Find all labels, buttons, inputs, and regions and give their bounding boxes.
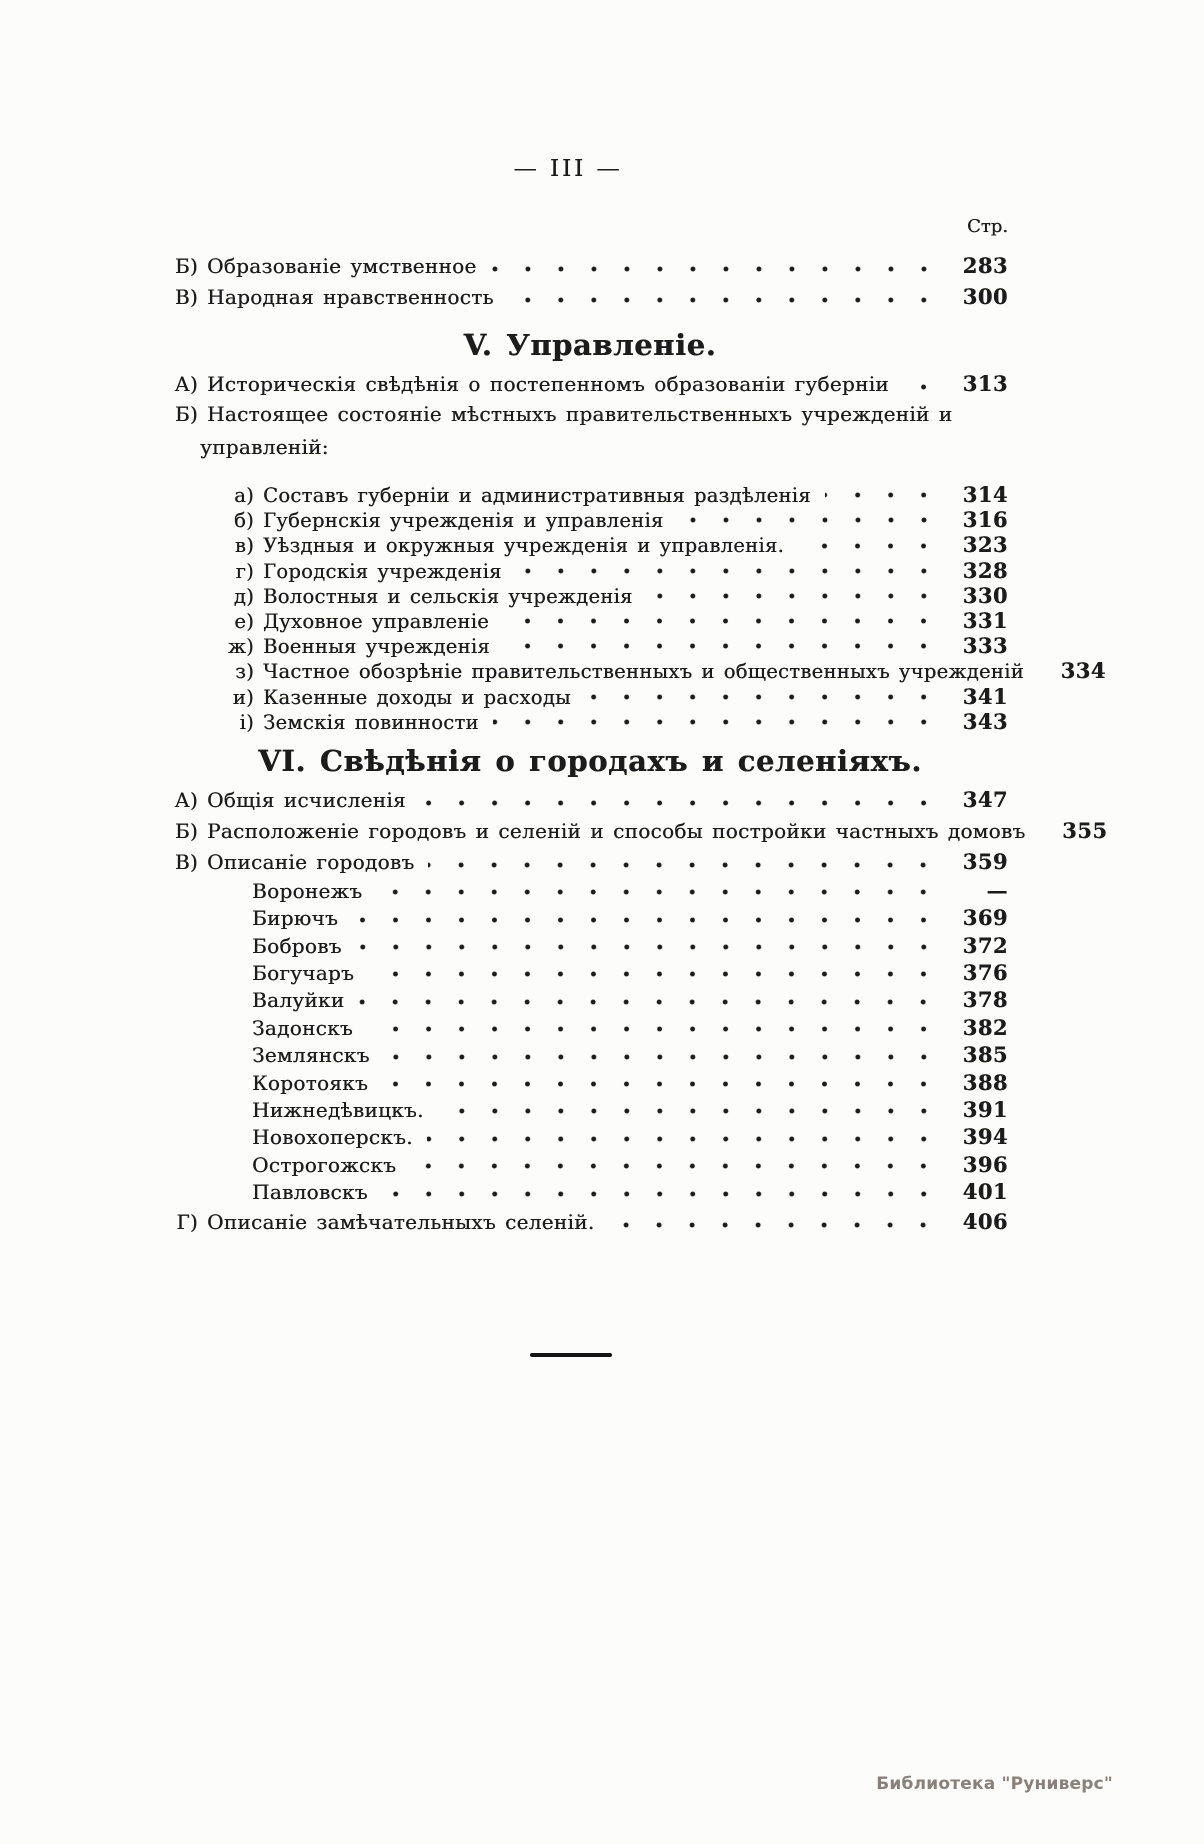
toc-row bbox=[172, 507, 1008, 532]
leader-dots bbox=[508, 297, 940, 303]
entry-title: Валуйки bbox=[252, 988, 345, 1013]
entry-page-number: 401 bbox=[962, 1179, 1008, 1205]
toc-row bbox=[172, 709, 1008, 734]
toc-row bbox=[172, 430, 1008, 482]
toc-row bbox=[172, 815, 1108, 846]
toc-row bbox=[172, 1178, 1008, 1205]
toc-row bbox=[172, 532, 1008, 557]
entry-label: а) bbox=[234, 484, 254, 507]
entry-title: Историческія свѣдѣнія о постепенномъ образованіи губерніи bbox=[207, 372, 889, 396]
page-column-label: Стр. bbox=[967, 216, 1008, 237]
entry-label: Б) bbox=[174, 254, 198, 278]
toc-row bbox=[172, 784, 1008, 815]
entry-title: Павловскъ bbox=[252, 1180, 368, 1205]
entry-page-number: 347 bbox=[962, 786, 1008, 812]
entry-page-number: 394 bbox=[962, 1124, 1008, 1150]
toc-row bbox=[172, 368, 1008, 399]
toc-row bbox=[172, 1069, 1008, 1096]
entry-title: Военныя учрежденія bbox=[263, 635, 490, 659]
entry-page-number: 385 bbox=[962, 1042, 1008, 1068]
entry-title: Общія исчисленія bbox=[207, 787, 406, 812]
leader-dots bbox=[903, 384, 940, 390]
entry-title: Составъ губерніи и административныя раздѣленія bbox=[263, 484, 811, 507]
toc-list bbox=[172, 250, 1108, 1237]
leader-dots bbox=[647, 593, 940, 599]
entry-title: Казенные доходы и расходы bbox=[263, 685, 571, 709]
entry-label: в) bbox=[234, 534, 254, 558]
entry-page-number: 391 bbox=[962, 1097, 1008, 1122]
entry-title: Расположеніе городовъ и селеній и способы постройки частныхъ домовъ bbox=[207, 818, 1026, 843]
entry-page-number: 331 bbox=[962, 607, 1008, 633]
entry-label: Г) bbox=[176, 1209, 198, 1234]
entry-title: Коротоякъ bbox=[252, 1070, 369, 1095]
leader-dots bbox=[516, 568, 940, 574]
entry-page-number: 330 bbox=[962, 582, 1008, 608]
leader-dots bbox=[410, 1163, 940, 1169]
entry-label: В) bbox=[174, 849, 198, 874]
entry-title: Нижнедѣвицкъ. bbox=[252, 1098, 424, 1122]
toc-row bbox=[172, 633, 1008, 658]
entry-title: управленій: bbox=[200, 435, 329, 459]
leader-dots bbox=[428, 862, 940, 868]
leader-dots bbox=[384, 1054, 940, 1060]
entry-title: Настоящее состояніе мѣстныхъ правительственныхъ учрежденій и bbox=[207, 402, 953, 426]
entry-label: г) bbox=[235, 559, 254, 583]
toc-row bbox=[172, 558, 1008, 583]
leader-dots bbox=[608, 1222, 940, 1228]
entry-title: Земскія повинности bbox=[263, 710, 479, 734]
entry-title: Бобровъ bbox=[252, 933, 342, 958]
toc-row bbox=[172, 250, 1008, 281]
entry-page-number: 372 bbox=[962, 932, 1008, 958]
entry-page-number: 406 bbox=[962, 1208, 1008, 1234]
entry-label: д) bbox=[233, 584, 254, 608]
toc-row bbox=[172, 1123, 1008, 1150]
page-number-header: — III — bbox=[513, 156, 623, 182]
entry-page-number: 333 bbox=[962, 633, 1008, 659]
toc-row bbox=[172, 1206, 1008, 1237]
end-rule-divider bbox=[530, 1353, 612, 1357]
entry-title: Духовное управленіе bbox=[263, 609, 489, 633]
leader-dots bbox=[585, 694, 940, 700]
entry-title: Описаніе замѣчательныхъ селеній. bbox=[207, 1209, 595, 1234]
entry-title: Задонскъ bbox=[252, 1015, 353, 1040]
entry-label: е) bbox=[234, 609, 254, 633]
toc-row bbox=[172, 684, 1008, 709]
toc-row bbox=[172, 1151, 1008, 1178]
entry-page-number: 300 bbox=[962, 284, 1008, 309]
entry-page-number: 316 bbox=[962, 507, 1008, 533]
leader-dots bbox=[367, 1026, 940, 1032]
entry-label: А) bbox=[174, 787, 198, 812]
entry-label: і) bbox=[239, 710, 254, 734]
entry-page-number: 334 bbox=[1060, 658, 1106, 684]
leader-dots bbox=[678, 517, 940, 523]
toc-row bbox=[172, 1096, 1008, 1123]
entry-label: В) bbox=[174, 285, 198, 309]
entry-title: Образованіе умственное bbox=[207, 254, 477, 278]
leader-dots bbox=[503, 618, 940, 624]
toc-row bbox=[172, 482, 1008, 507]
entry-title: Описаніе городовъ bbox=[207, 849, 415, 874]
toc-row bbox=[172, 1014, 1008, 1041]
leader-dots bbox=[504, 643, 940, 649]
section-heading: V. Управленіе. bbox=[463, 328, 717, 362]
leader-dots bbox=[376, 889, 940, 895]
entry-title: Волостныя и сельскія учрежденія bbox=[263, 584, 633, 608]
leader-dots bbox=[491, 266, 940, 272]
leader-dots bbox=[382, 1081, 940, 1087]
section-heading: VI. Свѣдѣнія о городахъ и селеніяхъ. bbox=[258, 743, 922, 778]
entry-page-number: 388 bbox=[962, 1069, 1008, 1095]
entry-page-number: 328 bbox=[962, 557, 1008, 583]
toc-row bbox=[172, 986, 1008, 1013]
entry-page-number: 314 bbox=[962, 482, 1008, 507]
toc-row bbox=[172, 932, 1008, 959]
entry-title: Острогожскъ bbox=[252, 1152, 397, 1177]
leader-dots bbox=[825, 492, 940, 498]
toc-row bbox=[172, 281, 1008, 312]
entry-page-number: 313 bbox=[962, 371, 1008, 396]
entry-title: Богучаръ bbox=[252, 961, 355, 986]
entry-title: Новохоперскъ. bbox=[252, 1125, 413, 1150]
entry-page-number: 355 bbox=[1062, 817, 1108, 843]
entry-label: Б) bbox=[174, 402, 198, 426]
entry-label: Б) bbox=[174, 818, 198, 843]
toc-row bbox=[172, 959, 1008, 986]
entry-title: Уѣздныя и окружныя учрежденія и управленія. bbox=[263, 534, 784, 558]
toc-row bbox=[172, 399, 1008, 430]
entry-label: и) bbox=[232, 685, 254, 709]
entry-title: Бирючъ bbox=[252, 906, 338, 931]
entry-label: б) bbox=[234, 509, 254, 533]
entry-page-number: 376 bbox=[962, 960, 1008, 986]
entry-title: Частное обозрѣніе правительственныхъ и общественныхъ учрежденій bbox=[263, 660, 1024, 684]
entry-page-number: 283 bbox=[962, 253, 1008, 278]
toc-row bbox=[172, 1041, 1008, 1068]
entry-page-number: — bbox=[986, 877, 1008, 903]
toc-row bbox=[172, 608, 1008, 633]
leader-dots bbox=[427, 1136, 940, 1142]
entry-page-number: 359 bbox=[962, 848, 1008, 874]
entry-title: Воронежъ bbox=[252, 878, 363, 903]
leader-dots bbox=[438, 1108, 940, 1114]
library-watermark: Библиотека "Руниверс" bbox=[876, 1774, 1113, 1794]
entry-title: Народная нравственность bbox=[207, 285, 494, 309]
entry-page-number: 382 bbox=[962, 1014, 1008, 1040]
entry-label: ж) bbox=[227, 635, 254, 659]
entry-page-number: 378 bbox=[962, 987, 1008, 1013]
leader-dots bbox=[493, 719, 940, 725]
leader-dots bbox=[368, 971, 940, 977]
entry-page-number: 343 bbox=[962, 708, 1008, 734]
entry-page-number: 341 bbox=[962, 683, 1008, 709]
leader-dots bbox=[343, 467, 940, 473]
entry-page-number: 396 bbox=[962, 1151, 1008, 1177]
entry-page-number: 369 bbox=[962, 905, 1008, 931]
entry-title: Городскія учрежденія bbox=[263, 559, 502, 583]
toc-row bbox=[172, 846, 1008, 877]
entry-title: Губернскія учрежденія и управленія bbox=[263, 509, 664, 533]
leader-dots bbox=[358, 999, 940, 1005]
entry-label: з) bbox=[235, 660, 254, 684]
toc-row bbox=[172, 877, 1008, 904]
toc-row bbox=[172, 658, 1106, 684]
leader-dots bbox=[356, 944, 940, 950]
entry-title: Землянскъ bbox=[252, 1043, 370, 1068]
toc-row bbox=[172, 583, 1008, 608]
leader-dots bbox=[798, 543, 940, 549]
leader-dots bbox=[420, 800, 940, 806]
leader-dots bbox=[352, 917, 940, 923]
entry-page-number: 323 bbox=[962, 532, 1008, 558]
toc-row bbox=[172, 904, 1008, 931]
leader-dots bbox=[382, 1191, 940, 1197]
entry-label: А) bbox=[174, 372, 198, 396]
